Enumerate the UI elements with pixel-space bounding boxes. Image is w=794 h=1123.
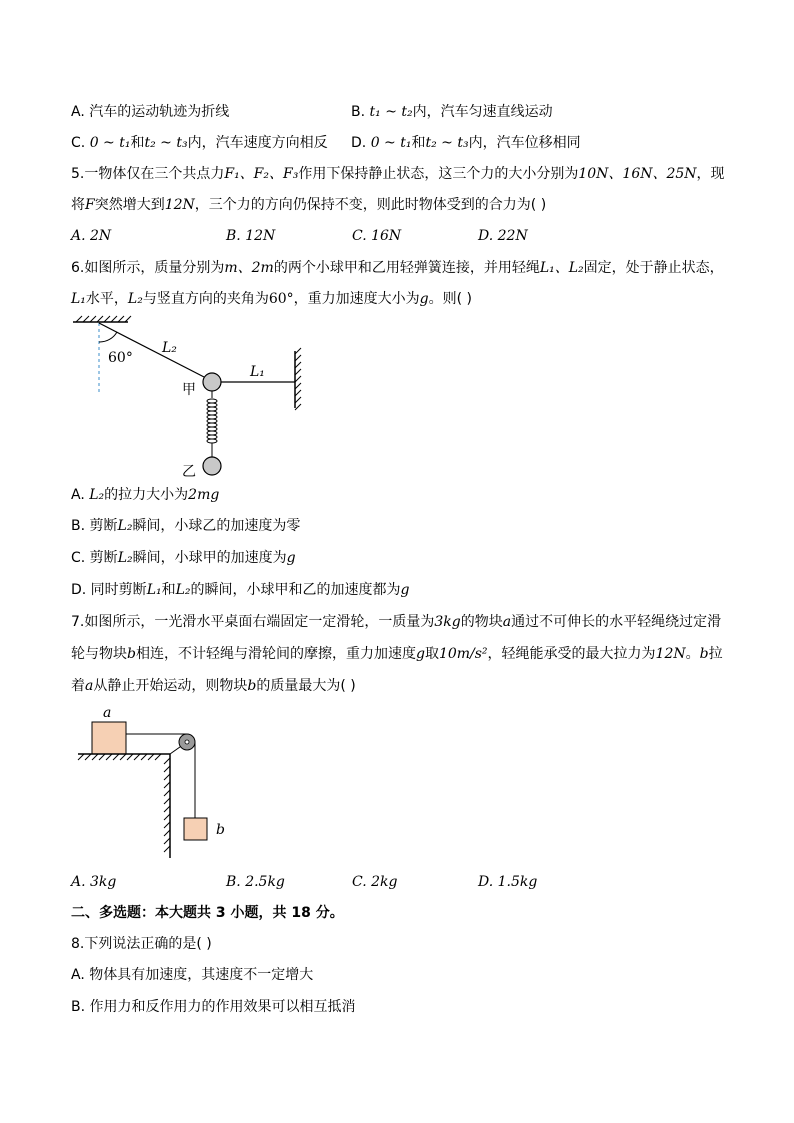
q5-option-d: D. 22N xyxy=(478,228,528,244)
q7-figure xyxy=(74,702,244,862)
ball-yi xyxy=(203,457,221,475)
q6-option-a: A. L₂的拉力大小为2mg xyxy=(71,487,220,503)
q8-option-b: B. 作用力和反作用力的作用效果可以相互抵消 xyxy=(71,999,356,1015)
q8-stem: 8.下列说法正确的是( ) xyxy=(71,936,212,952)
q5-option-a: A. 2N xyxy=(71,228,112,244)
q5-stem-line2: 将F突然增大到12N，三个力的方向仍保持不变，则此时物体受到的合力为( ) xyxy=(71,197,547,213)
q5-option-b: B. 12N xyxy=(226,228,276,244)
q6-l1-label: L₁ xyxy=(250,364,265,380)
q4-option-a: A. 汽车的运动轨迹为折线 xyxy=(71,104,230,120)
q7-a-label: a xyxy=(103,705,112,721)
q6-stem-line2: L₁水平，L₂与竖直方向的夹角为60°，重力加速度大小为g。则( ) xyxy=(71,291,473,307)
ball-jia xyxy=(203,373,221,391)
q4-option-d: D. 0 ~ t₁和t₂ ~ t₃内，汽车位移相同 xyxy=(351,135,581,151)
section-heading-multiple-choice: 二、多选题：本大题共 3 小题，共 18 分。 xyxy=(71,905,344,921)
q6-figure xyxy=(68,314,308,484)
q7-option-d: D. 1.5kg xyxy=(478,874,538,890)
q4-option-c: C. 0 ~ t₁和t₂ ~ t₃内，汽车速度方向相反 xyxy=(71,135,328,151)
q7-option-b: B. 2.5kg xyxy=(226,874,285,890)
q7-stem-line3: 着a从静止开始运动，则物块b的质量最大为( ) xyxy=(71,678,356,694)
q6-option-d: D. 同时剪断L₁和L₂的瞬间，小球甲和乙的加速度都为g xyxy=(71,582,410,598)
q5-option-c: C. 16N xyxy=(352,228,402,244)
q8-option-a: A. 物体具有加速度，其速度不一定增大 xyxy=(71,967,314,983)
q5-stem-line1: 5.一物体仅在三个共点力F₁、F₂、F₃作用下保持静止状态，这三个力的大小分别为10N、16N、25N，现 xyxy=(71,166,725,182)
q6-yi-label: 乙 xyxy=(182,464,196,480)
q6-angle-label: 60° xyxy=(108,350,133,366)
block-b xyxy=(184,818,207,840)
q6-option-b: B. 剪断L₂瞬间，小球乙的加速度为零 xyxy=(71,518,301,534)
q7-option-c: C. 2kg xyxy=(352,874,398,890)
q4-option-b: B. t₁ ~ t₂内，汽车匀速直线运动 xyxy=(351,104,553,120)
q7-stem-line1: 7.如图所示，一光滑水平桌面右端固定一定滑轮，一质量为3kg的物块a通过不可伸长的水平轻绳绕过定滑 xyxy=(71,614,722,630)
q6-option-c: C. 剪断L₂瞬间，小球甲的加速度为g xyxy=(71,550,296,566)
q6-stem-line1: 6.如图所示，质量分别为m、2m的两个小球甲和乙用轻弹簧连接，并用轻绳L₁、L₂固定，处于静止状态， xyxy=(71,260,724,276)
q7-stem-line2: 轮与物块b相连，不计轻绳与滑轮间的摩擦，重力加速度g取10m/s²，轻绳能承受的最大拉力为12N。b拉 xyxy=(71,646,723,662)
block-a xyxy=(92,722,126,754)
q7-option-a: A. 3kg xyxy=(71,874,117,890)
q6-jia-label: 甲 xyxy=(182,382,196,398)
q7-b-label: b xyxy=(216,822,225,838)
q6-l2-label: L₂ xyxy=(162,340,177,356)
